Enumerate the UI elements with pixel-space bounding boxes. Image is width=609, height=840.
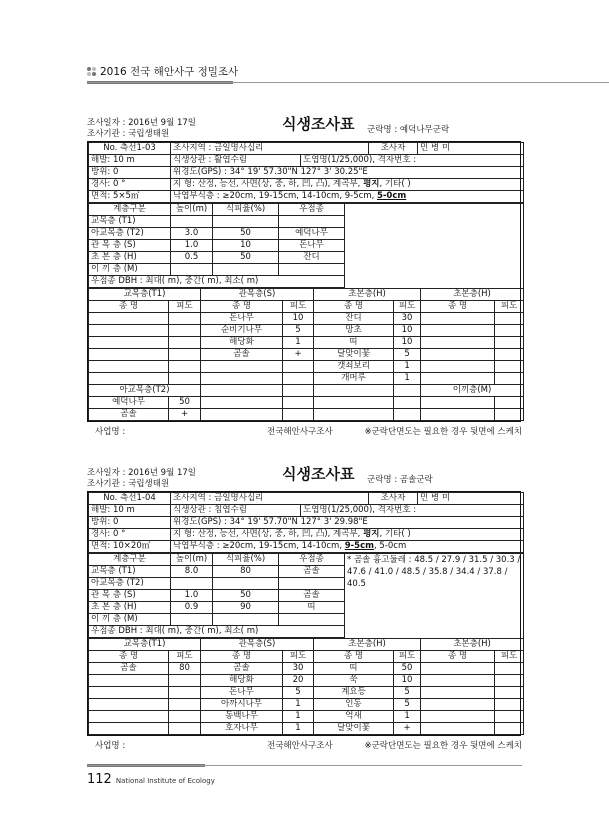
community-name: 군락명 : 예덕나무군락 (367, 125, 450, 135)
species-row (89, 711, 524, 723)
species-cell: 10 (283, 313, 314, 325)
species-cell: 곰솔 (201, 349, 283, 361)
dbh: 우점종 DBH : 최대( m), 중간( m), 최소( m) (89, 276, 345, 288)
species-cell (495, 313, 524, 325)
species-cell (89, 349, 169, 361)
footer-rule (87, 765, 522, 766)
litter-selected: 5-0cm (376, 191, 407, 201)
form-title: 식생조사표 (282, 115, 355, 133)
species-cell (169, 373, 201, 385)
species-cell (495, 397, 524, 409)
sketch-note: ※군락단면도는 필요한 경우 뒷면에 스케치 (364, 741, 522, 751)
species-cell (495, 687, 524, 699)
species-cell (169, 325, 201, 337)
header-rule (87, 82, 609, 83)
species-cell (89, 687, 169, 699)
form-meta (87, 115, 522, 141)
species-cell (169, 675, 201, 687)
subcanopy-header: 아교목층(T2) (89, 385, 201, 397)
species-cell: 띠 (314, 663, 394, 675)
species-row (89, 325, 524, 337)
strata-header: 식피율(%) (213, 554, 279, 566)
altitude: 해발: 10 m (89, 505, 171, 517)
species-cell (421, 711, 495, 723)
column-header: 피도 (283, 651, 314, 663)
species-cell: 쑥 (314, 675, 394, 687)
gps: 위경도(GPS) : 34° 19' 57.30"N 127° 3' 30.25"E (171, 167, 524, 179)
species-cell: 해당화 (201, 337, 283, 349)
species-cell: 동백나무 (201, 711, 283, 723)
species-cell (421, 409, 495, 421)
strata-cell: 교목층 (T1) (89, 566, 171, 578)
species-row (89, 663, 524, 675)
terrain-text: 지 형: 산정, 능선, 사면(상, 중, 하, 凹, 凸), 계곡부, (173, 179, 364, 189)
terrain (171, 529, 524, 541)
litter-text: 낙엽부식층 : ≥20cm, 19-15cm, 14-10cm, 9-5cm, (173, 191, 377, 201)
litter-layer (171, 191, 524, 203)
species-cell (495, 675, 524, 687)
strata-table (88, 553, 524, 638)
strata-cell: 0.5 (171, 252, 213, 264)
form-footer (87, 739, 522, 753)
layer-group-header: 관목층(S) (201, 289, 314, 301)
strata-cell (171, 264, 213, 276)
species-cell: 곰솔 (89, 663, 169, 675)
strata-cell (171, 578, 213, 590)
survey-name: 전국해안사구조사 (267, 427, 333, 437)
strata-cell: 10 (213, 240, 279, 252)
column-header: 종 명 (314, 651, 394, 663)
species-cell: 예덕나무 (89, 397, 169, 409)
strata-cell: 50 (213, 228, 279, 240)
dbh: 우점종 DBH : 최대( m), 중간( m), 최소( m) (89, 626, 345, 638)
strata-header: 우점종 (279, 554, 345, 566)
strata-cell: 돈나무 (279, 240, 345, 252)
species-cell: + (283, 349, 314, 361)
species-cell (495, 409, 524, 421)
species-cell: 곰솔 (89, 409, 169, 421)
info-table (88, 492, 524, 553)
species-cell (495, 373, 524, 385)
column-header: 종 명 (421, 301, 495, 313)
strata-header: 식피율(%) (213, 204, 279, 216)
species-row (89, 397, 524, 409)
species-cell: 개머루 (314, 373, 394, 385)
survey-date: 조사일자 : 2016년 9월 17일 (87, 468, 197, 478)
column-header: 종 명 (89, 301, 169, 313)
layer-group-header: 초본층(H) (314, 289, 421, 301)
survey-site: 조사지역 : 금일명사십리 (171, 143, 369, 155)
survey-org: 조사기관 : 국립생태원 (87, 129, 170, 139)
surveyor-label: 조사자 (369, 143, 418, 155)
litter-text: , 5-0cm (374, 541, 407, 551)
terrain-text: 지 형: 산정, 능선, 사면(상, 중, 하, 凹, 凸), 계곡부, (173, 529, 364, 539)
project-label: 사업명 : (95, 741, 126, 751)
strata-cell: 교목층 (T1) (89, 216, 171, 228)
column-header: 종 명 (201, 301, 283, 313)
species-cell: 10 (394, 325, 421, 337)
strata-header: 계층구분 (89, 204, 171, 216)
column-header: 피도 (495, 301, 524, 313)
running-header (87, 64, 238, 79)
species-cell: 5 (283, 687, 314, 699)
physiognomy: 식생상관 : 침엽수림 (171, 505, 301, 517)
survey-date: 조사일자 : 2016년 9월 17일 (87, 118, 197, 128)
species-cell (394, 409, 421, 421)
survey-site: 조사지역 : 금일명사십리 (171, 493, 369, 505)
physiognomy: 식생상관 : 활엽수림 (171, 155, 301, 167)
terrain-selected: 평지 (363, 529, 380, 539)
species-cell: + (169, 409, 201, 421)
page-footer (87, 772, 215, 787)
column-header: 피도 (394, 301, 421, 313)
surveyor-label: 조사자 (369, 493, 418, 505)
layer-group-header: 초본층(H) (421, 289, 524, 301)
form-title: 식생조사표 (282, 465, 355, 483)
species-cell: 50 (169, 397, 201, 409)
column-header: 종 명 (89, 651, 169, 663)
strata-cell: 8.0 (171, 566, 213, 578)
species-cell (495, 723, 524, 735)
layer-group-header: 초본층(H) (421, 639, 524, 651)
info-table (88, 142, 524, 203)
species-row (89, 675, 524, 687)
species-cell (89, 361, 169, 373)
species-cell: + (394, 723, 421, 735)
species-cell: 아까시나무 (201, 699, 283, 711)
strata-cell (171, 614, 213, 626)
surveyor-name: 민 병 미 (418, 143, 524, 155)
strata-cell: 관 목 층 (S) (89, 590, 171, 602)
species-cell: 1 (394, 361, 421, 373)
species-cell (495, 699, 524, 711)
species-cell: 1 (283, 711, 314, 723)
species-cell (89, 313, 169, 325)
species-cell: 돈나무 (201, 687, 283, 699)
column-header: 종 명 (314, 301, 394, 313)
species-cell: 30 (394, 313, 421, 325)
species-cell: 10 (394, 675, 421, 687)
slope: 경사: 0 ° (89, 529, 171, 541)
species-cell (169, 337, 201, 349)
species-cell: 80 (169, 663, 201, 675)
species-cell (89, 325, 169, 337)
species-cell (421, 397, 495, 409)
species-cell (421, 723, 495, 735)
species-cell (283, 361, 314, 373)
species-cell (169, 711, 201, 723)
area: 면적: 10×20㎡ (89, 541, 171, 553)
species-cell (201, 397, 283, 409)
strata-header: 높이(m) (171, 554, 213, 566)
species-cell: 망초 (314, 325, 394, 337)
species-cell (201, 409, 283, 421)
species-cell (169, 687, 201, 699)
species-cell: 20 (283, 675, 314, 687)
column-header: 피도 (394, 651, 421, 663)
strata-table (88, 203, 524, 288)
species-table (88, 638, 524, 735)
species-row (89, 699, 524, 711)
strata-cell: 이 끼 층 (M) (89, 264, 171, 276)
species-cell (283, 373, 314, 385)
strata-cell: 이 끼 층 (M) (89, 614, 171, 626)
species-cell (89, 373, 169, 385)
species-cell (89, 711, 169, 723)
strata-cell (213, 216, 279, 228)
species-cell: 5 (283, 325, 314, 337)
species-cell: 1 (283, 699, 314, 711)
column-header: 피도 (495, 651, 524, 663)
species-cell (169, 313, 201, 325)
species-cell: 10 (394, 337, 421, 349)
strata-cell: 50 (213, 590, 279, 602)
terrain-text: , 기타( ) (379, 179, 411, 189)
species-cell: 억새 (314, 711, 394, 723)
moss-header: 이끼층(M) (421, 385, 524, 397)
gps: 위경도(GPS) : 34° 19' 57.70"N 127° 3' 29.98"E (171, 517, 524, 529)
species-cell: 돈나무 (201, 313, 283, 325)
strata-cell: 띠 (279, 602, 345, 614)
species-cell (89, 699, 169, 711)
vegetation-survey-form (87, 465, 522, 753)
strata-cell: 초 본 층 (H) (89, 602, 171, 614)
form-table (87, 141, 521, 422)
species-cell (394, 397, 421, 409)
strata-cell: 90 (213, 602, 279, 614)
species-cell (169, 349, 201, 361)
species-cell: 갯쇠보리 (314, 361, 394, 373)
species-row (89, 337, 524, 349)
strata-cell: 곰솔 (279, 590, 345, 602)
species-cell: 호자나무 (201, 723, 283, 735)
litter-layer (171, 541, 524, 553)
litter-selected: 9-5cm (344, 541, 374, 551)
species-cell: 1 (283, 337, 314, 349)
species-row (89, 361, 524, 373)
strata-cell: 곰솔 (279, 566, 345, 578)
strata-note (345, 204, 524, 288)
species-cell (169, 723, 201, 735)
species-cell: 1 (394, 711, 421, 723)
direction: 방위: 0 (89, 517, 171, 529)
species-cell: 잔디 (314, 313, 394, 325)
species-cell: 해당화 (201, 675, 283, 687)
species-cell: 계요등 (314, 687, 394, 699)
strata-cell (171, 216, 213, 228)
strata-cell (279, 614, 345, 626)
species-cell: 곰솔 (201, 663, 283, 675)
strata-cell (279, 216, 345, 228)
species-cell (495, 349, 524, 361)
map-sheet: 도엽명(1/25,000), 격자번호 : (301, 505, 524, 517)
terrain-text: , 기타( ) (379, 529, 411, 539)
strata-header: 높이(m) (171, 204, 213, 216)
sketch-note: ※군락단면도는 필요한 경우 뒷면에 스케치 (364, 427, 522, 437)
form-table (87, 491, 521, 736)
dots-icon (87, 67, 96, 76)
species-cell (421, 313, 495, 325)
species-cell: 5 (394, 687, 421, 699)
species-cell (283, 409, 314, 421)
strata-cell (279, 578, 345, 590)
strata-cell: 아교목층 (T2) (89, 578, 171, 590)
species-cell (495, 337, 524, 349)
layer-group-header: 관목층(S) (201, 639, 314, 651)
strata-cell: 0.9 (171, 602, 213, 614)
survey-org: 조사기관 : 국립생태원 (87, 479, 170, 489)
project-label: 사업명 : (95, 427, 126, 437)
column-header: 피도 (283, 301, 314, 313)
litter-text: 낙엽부식층 : ≥20cm, 19-15cm, 14-10cm, (173, 541, 345, 551)
species-cell (421, 373, 495, 385)
header-title: 2016 전국 해안사구 정밀조사 (100, 66, 239, 78)
footer-org: National Institute of Ecology (115, 777, 215, 785)
community-name: 군락명 : 곰솔군락 (367, 475, 433, 485)
strata-cell (213, 614, 279, 626)
layer-group-header: 교목층(T1) (89, 639, 201, 651)
species-cell (89, 723, 169, 735)
species-cell: 인동 (314, 699, 394, 711)
species-cell: 50 (394, 663, 421, 675)
strata-cell: 80 (213, 566, 279, 578)
map-sheet: 도엽명(1/25,000), 격자번호 : (301, 155, 524, 167)
slope: 경사: 0 ° (89, 179, 171, 191)
column-header: 피도 (169, 301, 201, 313)
species-cell (421, 349, 495, 361)
species-cell (89, 675, 169, 687)
species-cell (314, 397, 394, 409)
strata-cell: 잔디 (279, 252, 345, 264)
species-cell (495, 361, 524, 373)
strata-cell (213, 578, 279, 590)
strata-cell: 1.0 (171, 240, 213, 252)
species-cell (421, 325, 495, 337)
species-row (89, 349, 524, 361)
species-cell: 달맞이꽃 (314, 723, 394, 735)
form-meta (87, 465, 522, 491)
strata-header: 우점종 (279, 204, 345, 216)
strata-cell: 관 목 층 (S) (89, 240, 171, 252)
species-row (89, 723, 524, 735)
layer-group-header: 교목층(T1) (89, 289, 201, 301)
species-cell (283, 397, 314, 409)
column-header: 종 명 (201, 651, 283, 663)
species-cell: 1 (394, 373, 421, 385)
strata-cell: 초 본 층 (H) (89, 252, 171, 264)
plot-number: No. 측선1-03 (89, 143, 171, 155)
species-cell (495, 711, 524, 723)
species-cell (89, 337, 169, 349)
species-row (89, 313, 524, 325)
species-cell (421, 675, 495, 687)
species-cell: 띠 (314, 337, 394, 349)
species-cell: 5 (394, 699, 421, 711)
terrain (171, 179, 524, 191)
species-row (89, 409, 524, 421)
species-cell: 5 (394, 349, 421, 361)
strata-header: 계층구분 (89, 554, 171, 566)
strata-cell: 50 (213, 252, 279, 264)
species-row (89, 373, 524, 385)
species-cell (201, 361, 283, 373)
species-cell (421, 663, 495, 675)
species-table (88, 288, 524, 421)
species-cell: 1 (283, 723, 314, 735)
direction: 방위: 0 (89, 167, 171, 179)
strata-cell (213, 264, 279, 276)
strata-cell: 예덕나무 (279, 228, 345, 240)
species-cell: 달맞이꽃 (314, 349, 394, 361)
species-cell (421, 337, 495, 349)
column-header: 피도 (169, 651, 201, 663)
strata-cell (279, 264, 345, 276)
column-header: 종 명 (421, 651, 495, 663)
strata-note: * 곰솔 흉고둘레 : 48.5 / 27.9 / 31.5 / 30.3 / 47.6 / 41.0 / 48.5 / 35.8 / 34.4 / 37.8 / 40.5 (345, 554, 524, 638)
altitude: 해발: 10 m (89, 155, 171, 167)
species-cell (314, 409, 394, 421)
layer-group-header: 초본층(H) (314, 639, 421, 651)
species-cell: 30 (283, 663, 314, 675)
species-cell (421, 687, 495, 699)
species-row (89, 687, 524, 699)
species-cell (169, 361, 201, 373)
survey-name: 전국해안사구조사 (267, 741, 333, 751)
plot-number: No. 측선1-04 (89, 493, 171, 505)
species-cell (169, 699, 201, 711)
form-footer (87, 425, 522, 439)
area: 면적: 5×5㎡ (89, 191, 171, 203)
vegetation-survey-form (87, 115, 522, 439)
page-number: 112 (87, 772, 112, 787)
strata-cell: 아교목층 (T2) (89, 228, 171, 240)
species-cell (495, 663, 524, 675)
surveyor-name: 민 병 미 (418, 493, 524, 505)
strata-cell: 3.0 (171, 228, 213, 240)
species-cell: 순비기나무 (201, 325, 283, 337)
species-cell (495, 325, 524, 337)
species-cell (421, 361, 495, 373)
terrain-selected: 평지 (363, 179, 380, 189)
strata-cell: 1.0 (171, 590, 213, 602)
species-cell (201, 373, 283, 385)
species-cell (421, 699, 495, 711)
